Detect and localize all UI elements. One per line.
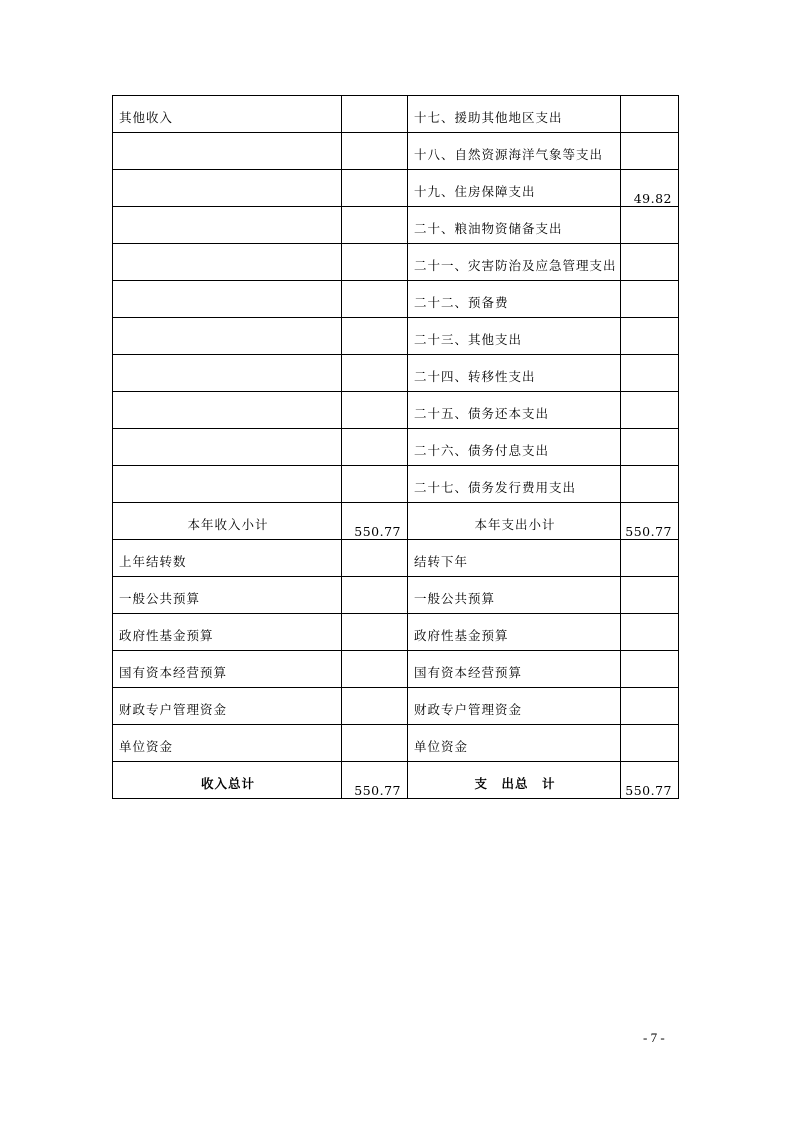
table-row xyxy=(113,355,679,392)
expense-value-cell xyxy=(621,688,679,725)
expense-value-cell xyxy=(621,133,679,170)
table-row xyxy=(113,651,679,688)
income-label-cell: 财政专户管理资金 xyxy=(113,688,342,725)
expense-label-cell: 一般公共预算 xyxy=(408,577,621,614)
income-label-cell xyxy=(113,392,342,429)
expense-label-cell: 财政专户管理资金 xyxy=(408,688,621,725)
income-label-cell: 一般公共预算 xyxy=(113,577,342,614)
table-row xyxy=(113,244,679,281)
income-label-cell xyxy=(113,281,342,318)
income-label-cell xyxy=(113,466,342,503)
income-label-cell xyxy=(113,355,342,392)
expense-label-cell: 十九、住房保障支出 xyxy=(408,170,621,207)
income-value-cell xyxy=(342,651,408,688)
expense-value-cell xyxy=(621,392,679,429)
table-row xyxy=(113,466,679,503)
expense-value-cell xyxy=(621,614,679,651)
income-value-cell xyxy=(342,466,408,503)
expense-label-cell: 二十二、预备费 xyxy=(408,281,621,318)
table-row xyxy=(113,577,679,614)
income-label-cell: 单位资金 xyxy=(113,725,342,762)
income-value-cell xyxy=(342,725,408,762)
table-row xyxy=(113,207,679,244)
income-value-cell xyxy=(342,392,408,429)
income-value-cell xyxy=(342,688,408,725)
expense-label-cell: 政府性基金预算 xyxy=(408,614,621,651)
expense-label-cell: 单位资金 xyxy=(408,725,621,762)
income-label-cell: 其他收入 xyxy=(113,96,342,133)
table-row xyxy=(113,170,679,207)
income-label-cell xyxy=(113,429,342,466)
income-subtotal-value: 550.77 xyxy=(342,503,408,540)
expense-label-cell: 十七、援助其他地区支出 xyxy=(408,96,621,133)
table-row xyxy=(113,725,679,762)
income-value-cell xyxy=(342,281,408,318)
income-label-cell xyxy=(113,207,342,244)
expense-value-cell xyxy=(621,244,679,281)
income-value-cell xyxy=(342,207,408,244)
expense-value-cell xyxy=(621,540,679,577)
income-value-cell xyxy=(342,133,408,170)
expense-value-cell xyxy=(621,355,679,392)
table-row xyxy=(113,133,679,170)
table-row xyxy=(113,96,679,133)
income-value-cell xyxy=(342,429,408,466)
table-row xyxy=(113,540,679,577)
income-label-cell xyxy=(113,244,342,281)
expense-label-cell: 国有资本经营预算 xyxy=(408,651,621,688)
expense-value-cell xyxy=(621,651,679,688)
expense-label-cell: 二十三、其他支出 xyxy=(408,318,621,355)
expense-label-cell: 十八、自然资源海洋气象等支出 xyxy=(408,133,621,170)
income-label-cell xyxy=(113,170,342,207)
expense-value-cell xyxy=(621,96,679,133)
table-row xyxy=(113,281,679,318)
income-value-cell xyxy=(342,614,408,651)
income-value-cell xyxy=(342,170,408,207)
income-value-cell xyxy=(342,244,408,281)
subtotal-row xyxy=(113,503,679,540)
table-row xyxy=(113,688,679,725)
table-row xyxy=(113,392,679,429)
table-row xyxy=(113,429,679,466)
income-value-cell xyxy=(342,577,408,614)
budget-table xyxy=(112,95,679,799)
table-row xyxy=(113,614,679,651)
income-value-cell xyxy=(342,540,408,577)
expense-value-cell: 49.82 xyxy=(621,170,679,207)
expense-total-value: 550.77 xyxy=(621,762,679,799)
income-total-label: 收入总计 xyxy=(113,762,342,799)
expense-value-cell xyxy=(621,725,679,762)
income-label-cell: 国有资本经营预算 xyxy=(113,651,342,688)
expense-label-cell: 结转下年 xyxy=(408,540,621,577)
income-label-cell xyxy=(113,133,342,170)
table-row xyxy=(113,318,679,355)
expense-value-cell xyxy=(621,429,679,466)
income-label-cell: 上年结转数 xyxy=(113,540,342,577)
income-total-value: 550.77 xyxy=(342,762,408,799)
income-label-cell: 政府性基金预算 xyxy=(113,614,342,651)
expense-value-cell xyxy=(621,577,679,614)
expense-value-cell xyxy=(621,207,679,244)
total-row xyxy=(113,762,679,799)
income-value-cell xyxy=(342,96,408,133)
expense-label-cell: 二十七、债务发行费用支出 xyxy=(408,466,621,503)
expense-subtotal-value: 550.77 xyxy=(621,503,679,540)
page-number: - 7 - xyxy=(643,1030,665,1045)
expense-value-cell xyxy=(621,466,679,503)
income-value-cell xyxy=(342,355,408,392)
expense-label-cell: 二十一、灾害防治及应急管理支出 xyxy=(408,244,621,281)
income-label-cell xyxy=(113,318,342,355)
expense-label-cell: 二十、粮油物资储备支出 xyxy=(408,207,621,244)
expense-subtotal-label: 本年支出小计 xyxy=(408,503,621,540)
expense-label-cell: 二十四、转移性支出 xyxy=(408,355,621,392)
expense-label-cell: 二十五、债务还本支出 xyxy=(408,392,621,429)
income-subtotal-label: 本年收入小计 xyxy=(113,503,342,540)
income-value-cell xyxy=(342,318,408,355)
expense-total-label: 支 出总 计 xyxy=(408,762,621,799)
expense-label-cell: 二十六、债务付息支出 xyxy=(408,429,621,466)
expense-value-cell xyxy=(621,281,679,318)
expense-value-cell xyxy=(621,318,679,355)
